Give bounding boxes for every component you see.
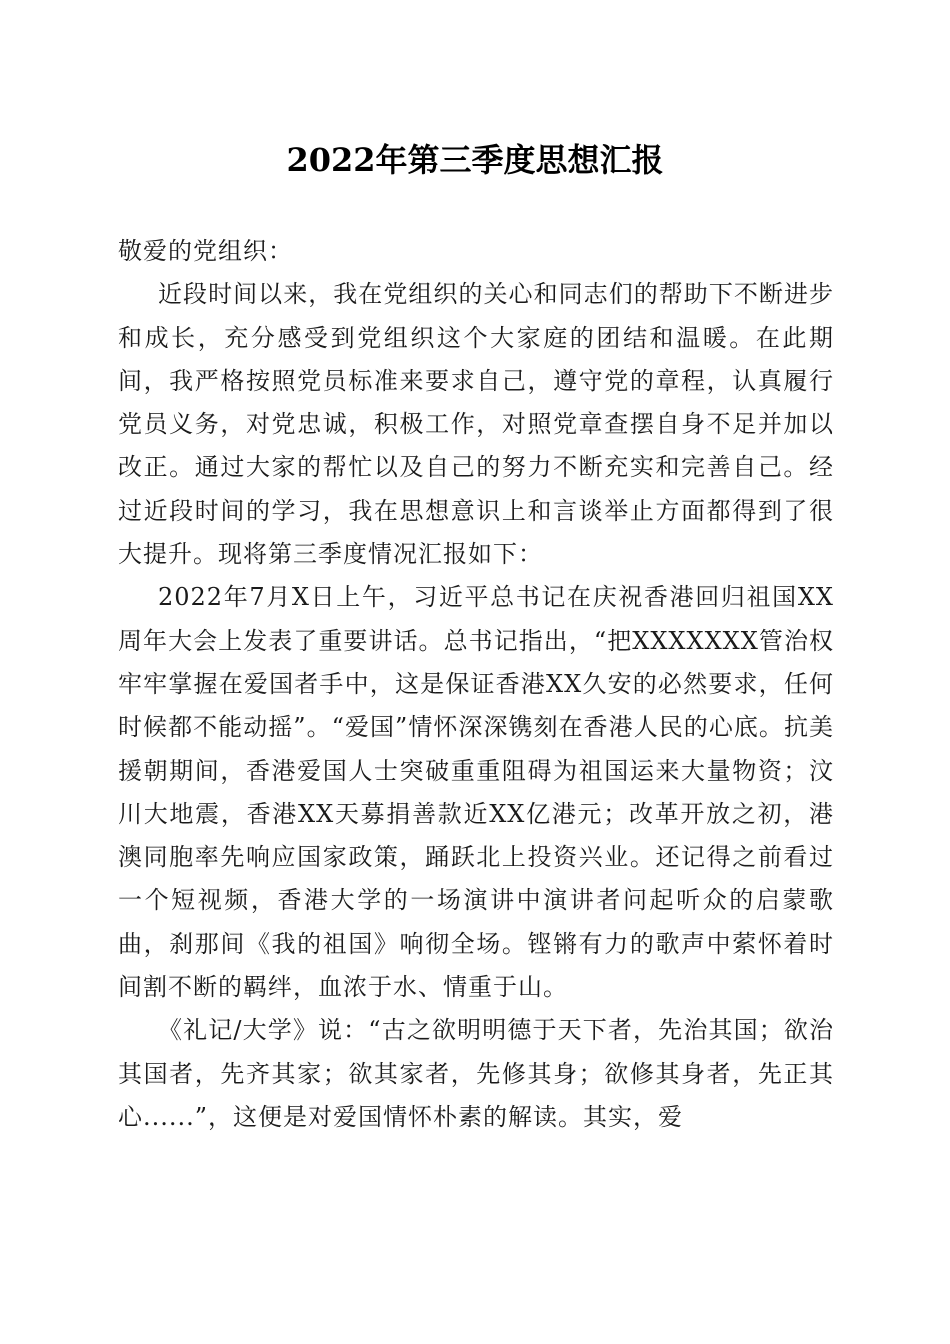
document-body [118,230,834,1139]
salutation: 敬爱的党组织： [118,237,293,265]
paragraph: 2022年7月X日上午，习近平总书记在庆祝香港回归祖国XX周年大会上发表了重要讲话。总书记指出，“把XXXXXXX管治权牢牢掌握在爱国者手中，这是保证香港XX久安的必然要求，任何时候都不能动摇”。“爱国”情怀深深镌刻在香港人民的心底。抗美援朝期间，香港爱国人士突破重重阻碍为祖国运来大量物资；汶川大地震，香港XX天募捐善款近XX亿港元；改革开放之初，港澳同胞率先响应国家政策，踊跃北上投资兴业。还记得之前看过一个短视频，香港大学的一场演讲中演讲者问起听众的启蒙歌曲，刹那间《我的祖国》响彻全场。铿锵有力的歌声中萦怀着时间割不断的羁绊，血浓于水、情重于山。 [118,583,834,1002]
paragraph: 《礼记/大学》说：“古之欲明明德于天下者，先治其国；欲治其国者，先齐其家；欲其家者，先修其身；欲修其身者，先正其心......”，这便是对爱国情怀朴素的解读。其实，爱 [118,1016,834,1131]
document-title: 2022年第三季度思想汇报 [286,141,664,179]
paragraph: 近段时间以来，我在党组织的关心和同志们的帮助下不断进步和成长，充分感受到党组织这个大家庭的团结和温暖。在此期间，我严格按照党员标准来要求自己，遵守党的章程，认真履行党员义务，对党忠诚，积极工作，对照党章查摆自身不足并加以改正。通过大家的帮忙以及自己的努力不断充实和完善自己。经过近段时间的学习，我在思想意识上和言谈举止方面都得到了很大提升。现将第三季度情况汇报如下： [118,280,834,569]
